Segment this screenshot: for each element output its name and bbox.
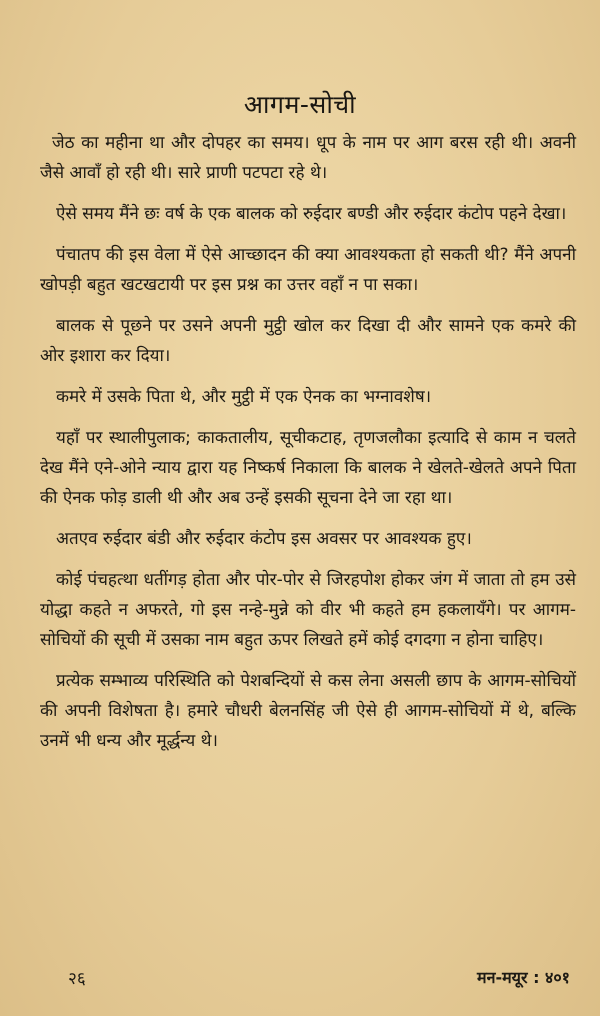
paragraph: अतएव रुईदार बंडी और रुईदार कंटोप इस अवसर पर आवश्यक हुए। <box>56 529 472 549</box>
paragraph: जेठ का महीना था और दोपहर का समय। धूप के नाम पर आग बरस रही थी। अवनी जैसे आवाँ हो रही थी। सारे प्राणी पटपटा रहे थे। <box>40 133 576 183</box>
paragraph: ऐसे समय मैंने छः वर्ष के एक बालक को रुईदार बण्डी और रुईदार कंटोप पहने देखा। <box>56 204 567 224</box>
paragraph: पंचातप की इस वेला में ऐसे आच्छादन की क्या आवश्यकता हो सकती थी? मैंने अपनी खोपड़ी बहुत खटखटायी पर इस प्रश्न का उत्तर वहाँ न पा सका। <box>40 245 576 295</box>
paragraph: यहाँ पर स्थालीपुलाक; काकतालीय, सूचीकटाह, तृणजलौका इत्यादि से काम न चलते देख मैंने एने-ओने न्याय द्वारा यह निष्कर्ष निकाला कि बालक ने खेलते-खेलते अपने पिता की ऐनक फोड़ डाली थी और अब उन्हें इसकी सूचना देने जा रहा था। <box>40 428 576 508</box>
paragraph: बालक से पूछने पर उसने अपनी मुट्ठी खोल कर दिखा दी और सामने एक कमरे की ओर इशारा कर दिया। <box>40 316 576 366</box>
page-number: २६ <box>68 969 86 989</box>
chapter-body <box>40 128 576 767</box>
book-reference: मन-मयूर : ४०१ <box>477 968 570 987</box>
paragraph: कोई पंचहत्था धतींगड़ होता और पोर-पोर से जिरहपोश होकर जंग में जाता तो हम उसे योद्धा कहते न अफरते, गो इस नन्हे-मुन्ने को वीर भी कहते हम हकलायँगे। पर आगम-सोचियों की सूची में उसका नाम बहुत ऊपर लिखते हमें कोई दगदगा न होना चाहिए। <box>40 570 576 650</box>
page-footer <box>0 966 600 996</box>
chapter-title: आगम-सोची <box>243 89 357 119</box>
paragraph: प्रत्येक सम्भाव्य परिस्थिति को पेशबन्दियों से कस लेना असली छाप के आगम-सोचियों की अपनी विशेषता है। हमारे चौधरी बेलनसिंह जी ऐसे ही आगम-सोचियों में थे, बल्कि उनमें भी धन्य और मूर्द्धन्य थे। <box>40 671 576 751</box>
paragraph: कमरे में उसके पिता थे, और मुट्ठी में एक ऐनक का भग्नावशेष। <box>56 387 432 407</box>
